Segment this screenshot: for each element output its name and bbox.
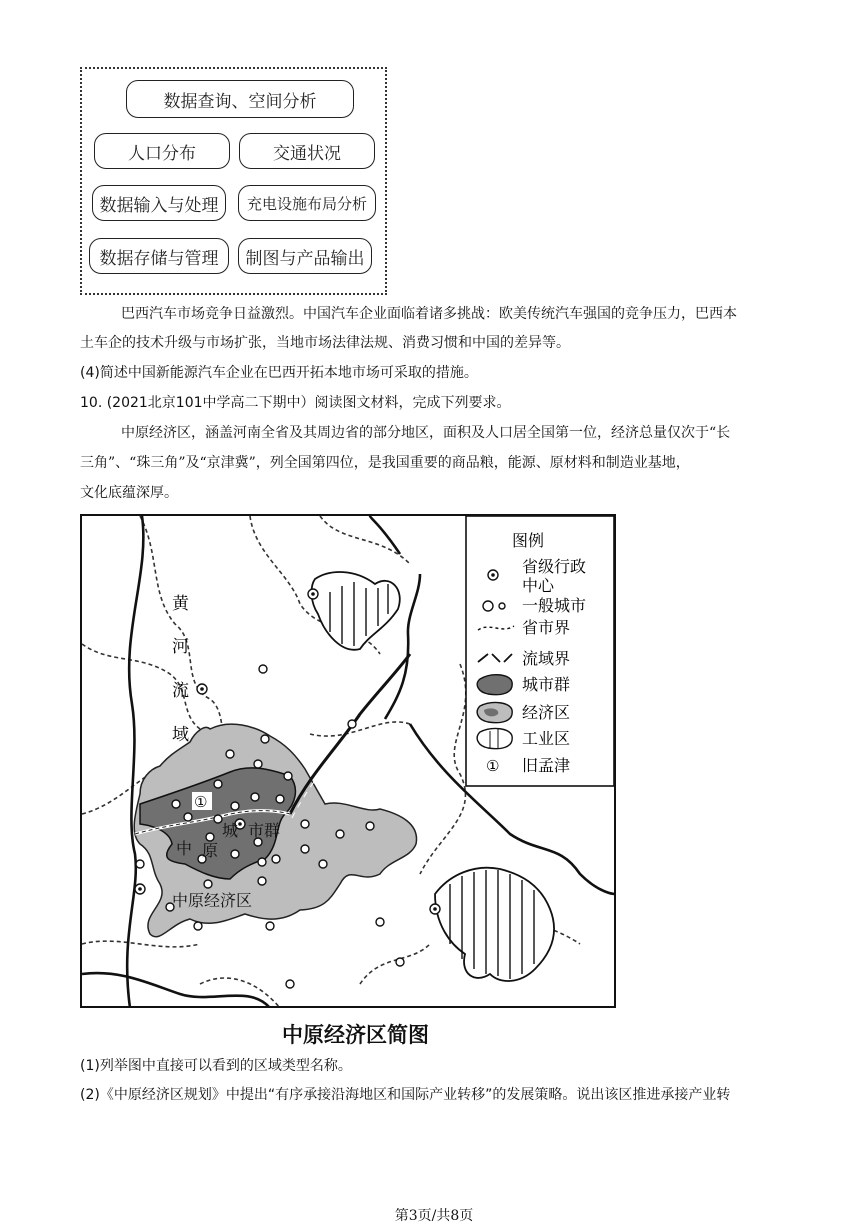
legend-label-basin: 流域界 (522, 649, 571, 668)
industrial-zone-icon (477, 729, 512, 749)
para2-line1: 中原经济区，涵盖河南全省及其周边省的部分地区，面积及人口居全国第一位，经济总量仅次于“长 (121, 425, 731, 441)
city-group-label-4: 市群 (248, 821, 281, 840)
marker-1-icon: ① (486, 757, 500, 775)
basin-label-4: 域 (172, 725, 189, 745)
legend-label-old-mengjin: 旧孟津 (522, 756, 571, 775)
question-10-header: 10. (2021北京101中学高二下期中）阅读图文材料，完成下列要求。 (80, 395, 511, 411)
city-group-label-3: 城 (222, 821, 239, 840)
flow-box-charging: 充电设施布局分析 (238, 185, 376, 221)
para1-line2: 土车企的技术升级与市场扩张，当地市场法律法规、消费习惯和中国的差异等。 (80, 335, 570, 351)
para2-line3: 文化底蕴深厚。 (80, 485, 178, 501)
legend-label-city-group: 城市群 (522, 675, 571, 694)
question-4: (4)简述中国新能源汽车企业在巴西开拓本地市场可采取的措施。 (80, 365, 478, 381)
legend (466, 516, 614, 786)
flow-box-storage: 数据存储与管理 (89, 238, 229, 274)
marker-1: ① (194, 793, 208, 811)
flow-box-population: 人口分布 (94, 133, 230, 169)
city-group-icon (477, 675, 512, 695)
para2-line2: 三角”、“珠三角”及“京津冀”，列全国第四位，是我国重要的商品粮，能源、原材料和制造业基地， (80, 455, 690, 471)
legend-label-capital-2: 中心 (522, 576, 555, 595)
legend-label-boundary: 省市界 (522, 618, 571, 637)
question-10-2: (2)《中原经济区规划》中提出“有序承接沿海地区和国际产业转移”的发展策略。说出该区推进承接产业转 (80, 1087, 731, 1103)
flow-box-top: 数据查询、空间分析 (126, 80, 354, 118)
question-10-1: (1)列举图中直接可以看到的区域类型名称。 (80, 1058, 352, 1074)
basin-label-3: 流 (172, 681, 189, 701)
economic-zone-label: 中原经济区 (172, 891, 253, 910)
legend-label-city: 一般城市 (522, 596, 587, 615)
page-footer: 第3页/共8页 (394, 1208, 474, 1224)
flow-box-traffic: 交通状况 (239, 133, 375, 169)
basin-label-2: 河 (172, 637, 189, 657)
city-group-label-2: 原 (202, 841, 219, 860)
flow-box-output: 制图与产品输出 (238, 238, 372, 274)
para1-line1: 巴西汽车市场竞争日益激烈。中国汽车企业面临着诸多挑战：欧美传统汽车强国的竞争压力，巴西本 (121, 306, 737, 322)
legend-label-capital: 省级行政 (522, 557, 587, 576)
basin-label-1: 黄 (172, 594, 189, 614)
map-caption: 中原经济区简图 (282, 1023, 429, 1047)
city-group-label-1: 中 (176, 839, 193, 858)
legend-label-industrial: 工业区 (522, 729, 571, 748)
legend-title: 图例 (512, 531, 545, 550)
flow-box-input: 数据输入与处理 (92, 185, 226, 221)
central-plains-map (80, 514, 616, 1008)
legend-label-economic-zone: 经济区 (522, 703, 571, 722)
